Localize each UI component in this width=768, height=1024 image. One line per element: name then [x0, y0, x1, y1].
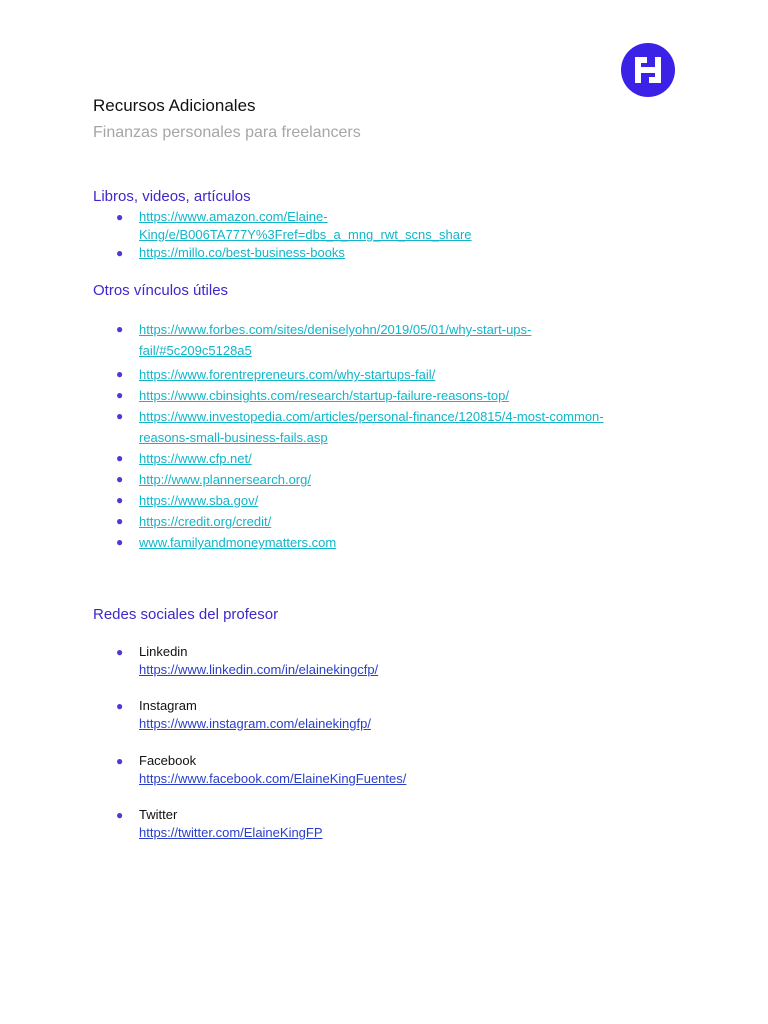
section-heading-useful: Otros vínculos útiles — [93, 282, 229, 299]
link-amazon[interactable]: https://www.amazon.com/Elaine- King/e/B006TA777Y%3Fref=dbs_a_mng_rwt_scns_share — [139, 209, 472, 242]
bullet-icon: ● — [116, 535, 124, 549]
bullet-icon: ● — [116, 699, 124, 713]
bullet-icon: ● — [116, 388, 124, 402]
bullet-icon: ● — [116, 493, 124, 507]
section-heading-books: Libros, videos, artículos — [93, 188, 251, 205]
social-name-facebook: Facebook — [139, 753, 197, 768]
link-credit[interactable]: https://credit.org/credit/ — [139, 514, 272, 529]
list-item — [93, 364, 683, 385]
bullet-icon: ● — [116, 808, 124, 822]
link-cfp[interactable]: https://www.cfp.net/ — [139, 451, 252, 466]
useful-link-list — [93, 319, 683, 553]
bullet-icon: ● — [116, 754, 124, 768]
social-name-linkedin: Linkedin — [139, 644, 188, 659]
books-link-list — [93, 208, 683, 262]
link-twitter[interactable]: https://twitter.com/ElaineKingFP — [139, 825, 323, 840]
bullet-icon: ● — [116, 409, 124, 423]
list-item — [93, 806, 683, 842]
list-item — [93, 532, 683, 553]
list-item — [93, 406, 683, 448]
list-item — [93, 643, 683, 679]
social-name-twitter: Twitter — [139, 807, 178, 822]
list-item — [93, 244, 683, 262]
list-item — [93, 469, 683, 490]
bullet-icon: ● — [116, 472, 124, 486]
bullet-icon: ● — [116, 645, 124, 659]
list-item — [93, 448, 683, 469]
social-link-list — [93, 643, 683, 842]
link-sba[interactable]: https://www.sba.gov/ — [139, 493, 259, 508]
link-instagram[interactable]: https://www.instagram.com/elainekingfp/ — [139, 716, 371, 731]
social-name-instagram: Instagram — [139, 698, 197, 713]
list-item — [93, 490, 683, 511]
page-subtitle: Finanzas personales para freelancers — [93, 124, 361, 141]
bullet-icon: ● — [116, 451, 124, 465]
link-forentrepreneurs[interactable]: https://www.forentrepreneurs.com/why-startups-fail/ — [139, 367, 436, 382]
list-item — [93, 208, 683, 244]
list-item — [93, 319, 683, 364]
link-familyandmoneymatters[interactable]: www.familyandmoneymatters.com — [139, 535, 337, 550]
logo-icon — [621, 43, 675, 97]
bullet-icon: ● — [116, 514, 124, 528]
link-linkedin[interactable]: https://www.linkedin.com/in/elainekingcfp/ — [139, 662, 379, 677]
list-item — [93, 697, 683, 733]
section-heading-social: Redes sociales del profesor — [93, 606, 279, 623]
link-millo[interactable]: https://millo.co/best-business-books — [139, 245, 345, 260]
list-item — [93, 752, 683, 788]
bullet-icon: ● — [116, 322, 124, 336]
link-facebook[interactable]: https://www.facebook.com/ElaineKingFuentes/ — [139, 771, 407, 786]
page-title: Recursos Adicionales — [93, 96, 256, 115]
bullet-icon: ● — [116, 246, 124, 260]
list-item — [93, 385, 683, 406]
platzi-logo — [621, 43, 675, 97]
link-cbinsights[interactable]: https://www.cbinsights.com/research/startup-failure-reasons-top/ — [139, 388, 509, 403]
link-investopedia[interactable]: https://www.investopedia.com/articles/personal-finance/120815/4-most-common- reasons-small-business-fails.asp — [139, 409, 604, 445]
bullet-icon: ● — [116, 367, 124, 381]
link-plannersearch[interactable]: http://www.plannersearch.org/ — [139, 472, 311, 487]
list-item — [93, 511, 683, 532]
link-forbes[interactable]: https://www.forbes.com/sites/deniselyohn/2019/05/01/why-start-ups- fail/#5c209c5128a5 — [139, 322, 532, 358]
bullet-icon: ● — [116, 210, 124, 224]
